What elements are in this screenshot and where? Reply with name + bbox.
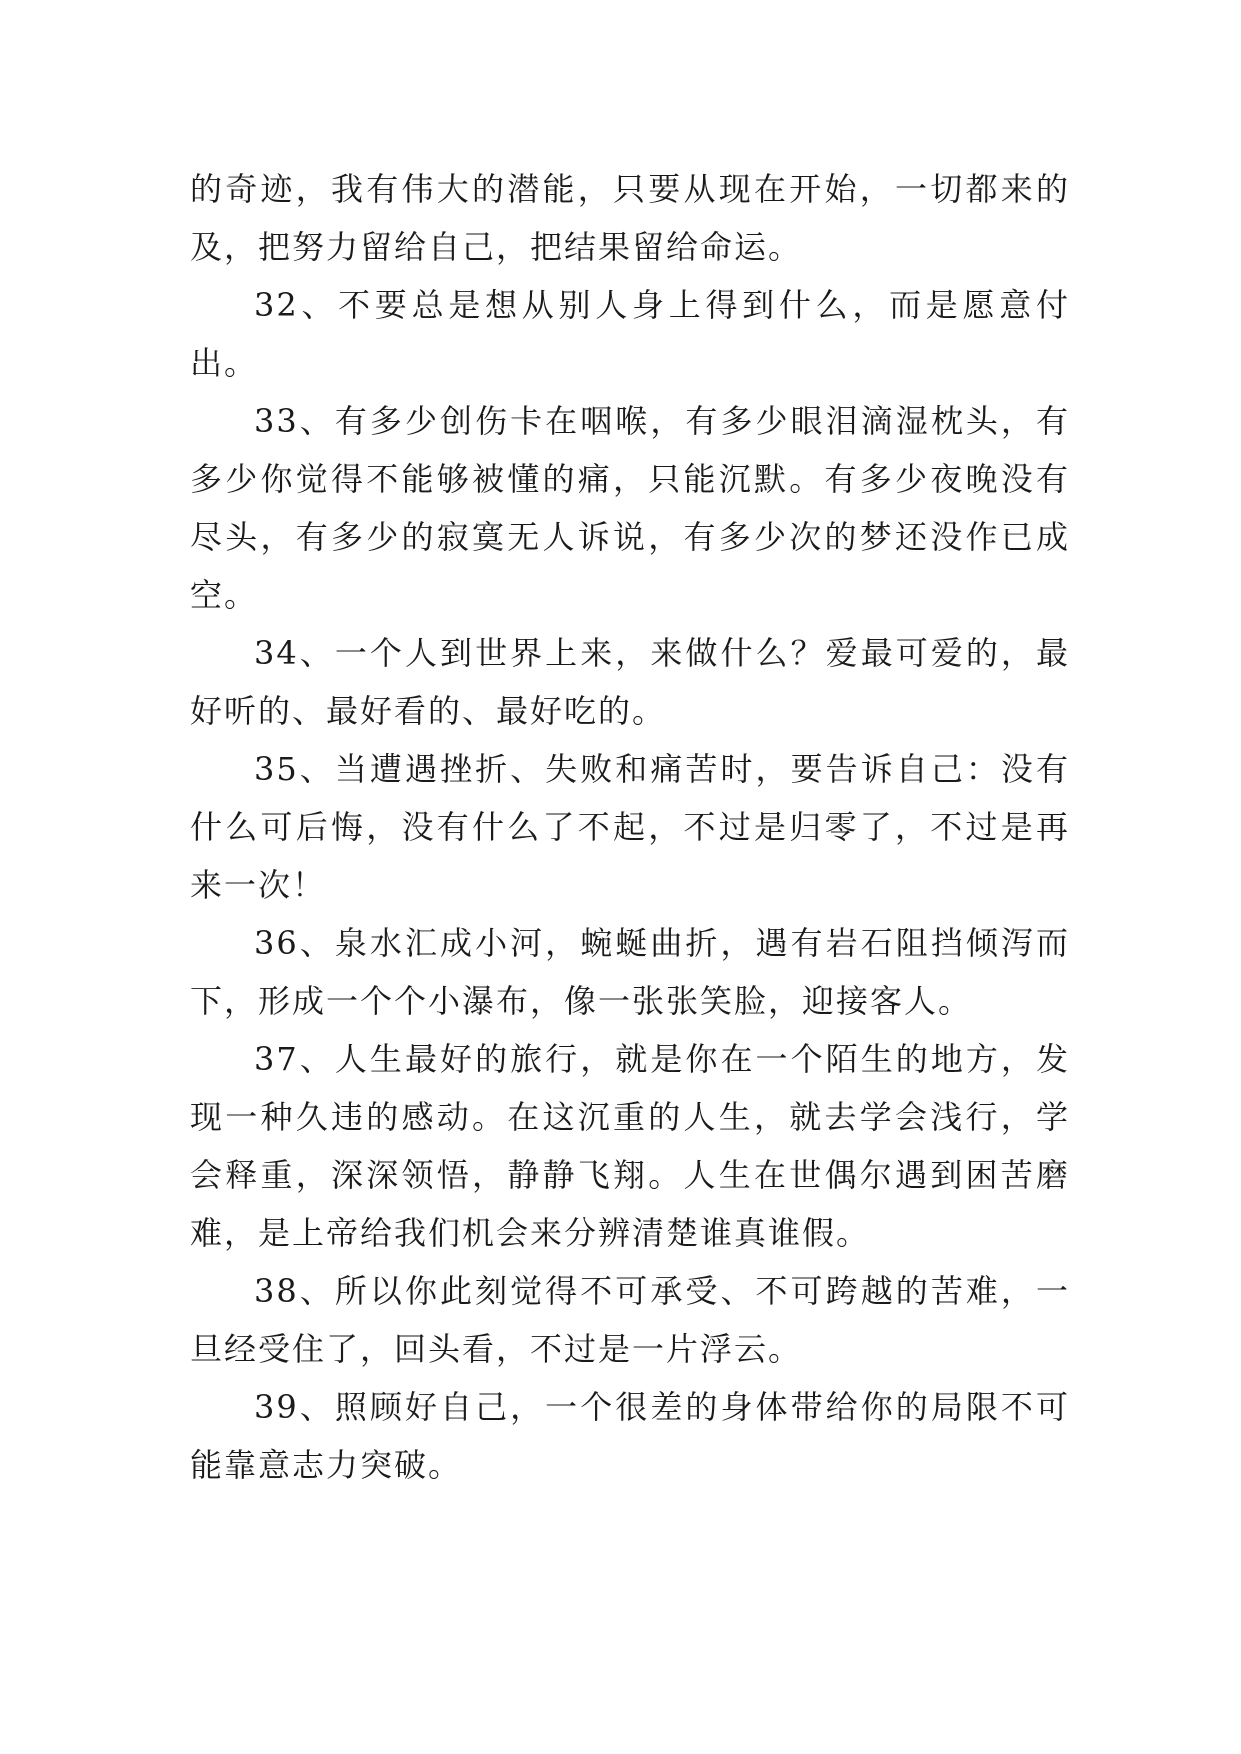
paragraph-37: 37、人生最好的旅行，就是你在一个陌生的地方，发现一种久违的感动。在这沉重的人生，就去学会浅行，学会释重，深深领悟，静静飞翔。人生在世偶尔遇到困苦磨难，是上帝给我们机会来分辨清楚谁真谁假。 xyxy=(190,1040,1070,1252)
paragraph-continuation: 的奇迹，我有伟大的潜能，只要从现在开始，一切都来的及，把努力留给自己，把结果留给命运。 xyxy=(190,170,1070,266)
paragraph-36: 36、泉水汇成小河，蜿蜒曲折，遇有岩石阻挡倾泻而下，形成一个个小瀑布，像一张张笑脸，迎接客人。 xyxy=(190,924,1070,1020)
paragraph-38: 38、所以你此刻觉得不可承受、不可跨越的苦难，一旦经受住了，回头看，不过是一片浮云。 xyxy=(190,1272,1070,1368)
paragraph-33: 33、有多少创伤卡在咽喉，有多少眼泪滴湿枕头，有多少你觉得不能够被懂的痛，只能沉默。有多少夜晚没有尽头，有多少的寂寞无人诉说，有多少次的梦还没作已成空。 xyxy=(190,402,1070,614)
paragraph-35: 35、当遭遇挫折、失败和痛苦时，要告诉自己：没有什么可后悔，没有什么了不起，不过是归零了，不过是再来一次！ xyxy=(190,750,1070,904)
paragraph-32: 32、不要总是想从别人身上得到什么，而是愿意付出。 xyxy=(190,286,1070,382)
document-body xyxy=(190,160,1070,1494)
paragraph-34: 34、一个人到世界上来，来做什么？爱最可爱的，最好听的、最好看的、最好吃的。 xyxy=(190,634,1070,730)
paragraph-39: 39、照顾好自己，一个很差的身体带给你的局限不可能靠意志力突破。 xyxy=(190,1388,1070,1484)
